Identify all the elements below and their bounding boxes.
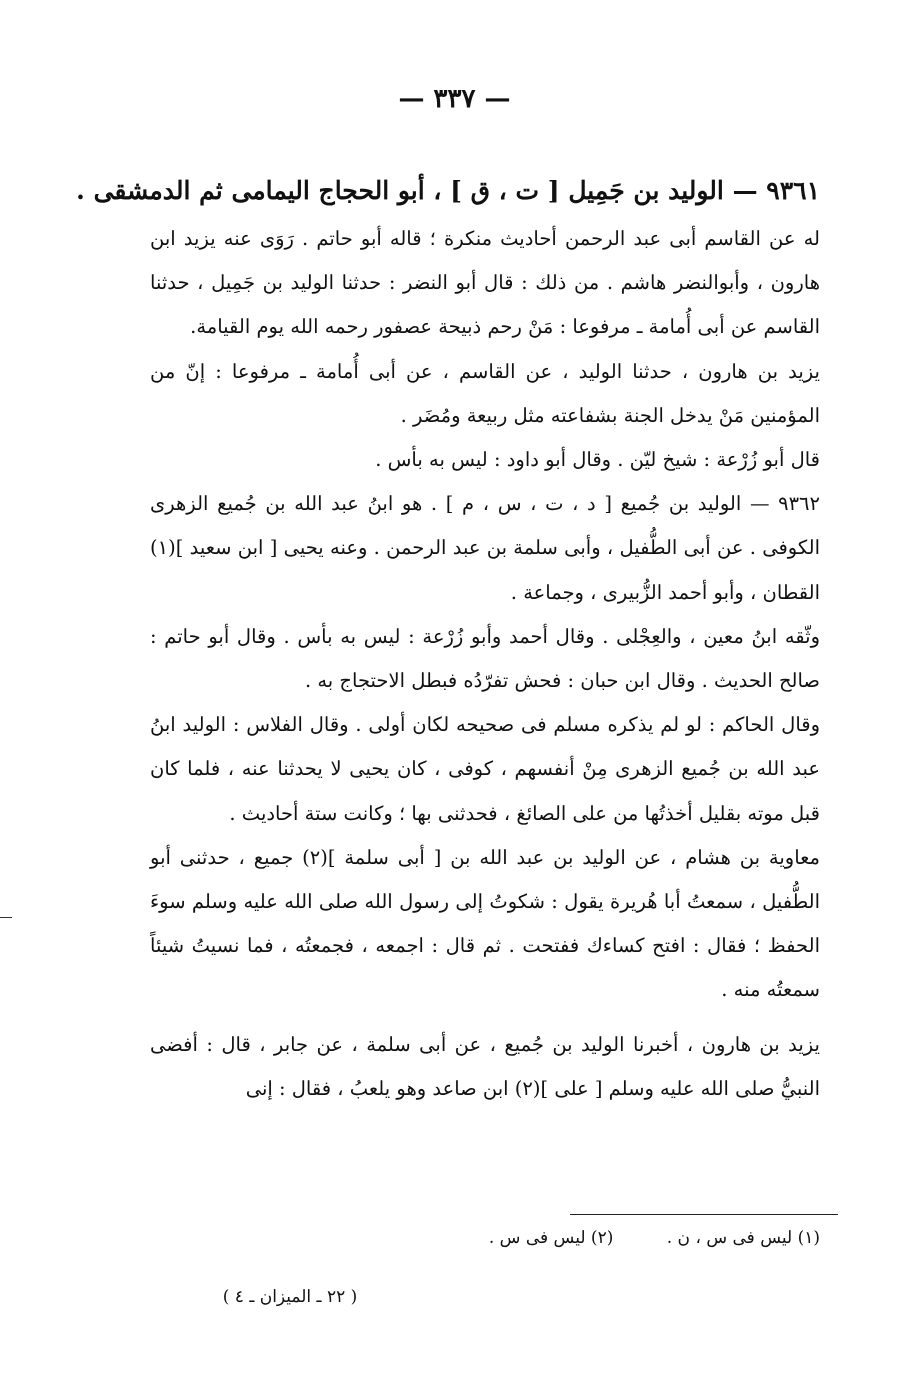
footnotes	[440, 1228, 820, 1248]
paragraph-6: وقال الحاكم : لو لم يذكره مسلم فى صحيحه لكان أولى . وقال الفلاس : الوليد ابنُ عبد الله بن جُميع الزهرى مِنْ أنفسهم ، كوفى ، كان يحيى لا يحدثنا عنه ، فلما كان قبل موته بقليل أخذتُها من على الصائغ ، فحدثنى بها ؛ وكانت ستة أحاديث .	[150, 713, 820, 825]
main-text	[76, 165, 820, 1111]
signature-mark: ( ٢٢ ـ الميزان ـ ٤ )	[222, 1287, 358, 1307]
paragraph-1: له عن القاسم أبى عبد الرحمن أحاديث منكرة ؛ قاله أبو حاتم . رَوَى عنه يزيد ابن هارون ، وأبوالنضر هاشم . من ذلك : قال أبو النضر : حدثنا الوليد بن جَمِيل ، حدثنا القاسم عن أبى أُمامة ـ مرفوعا : مَنْ رحم ذبيحة عصفور رحمه الله يوم القيامة.	[150, 227, 820, 339]
margin-mark	[0, 917, 12, 918]
paragraph-7: معاوية بن هشام ، عن الوليد بن عبد الله بن [ أبى سلمة ](٢) جميع ، حدثنى أبو الطُّفيل ، سمعتُ أبا هُريرة يقول : شكوتُ إلى رسول الله صلى الله عليه وسلم سوءَ الحفظ ؛ فقال : افتح كساءك ففتحت . ثم قال : اجمعه ، فجمعتُه ، فما نسيتُ شيئاً سمعتُه منه .	[150, 845, 820, 1002]
page-number: — ٣٣٧ —	[398, 84, 511, 114]
entry-title-9361: ٩٣٦١ — الوليد بن جَمِيل [ ت ، ق ] ، أبو الحجاج اليمامى ثم الدمشقى .	[76, 176, 820, 205]
paragraph-5: وثّقه ابنُ معين ، والعِجْلى . وقال أحمد وأبو زُرْعة : ليس به بأس . وقال أبو حاتم : صالح الحديث . وقال ابن حبان : فحش تفرّدُه فبطل الاحتجاج به .	[150, 624, 820, 693]
paragraph-8: يزيد بن هارون ، أخبرنا الوليد بن جُميع ، عن أبى سلمة ، عن جابر ، قال : أفضى النبيُّ صلى الله عليه وسلم [ على ](٢) ابن صاعد وهو يلعبُ ، فقال : إنى	[150, 1032, 820, 1100]
paragraph-2: يزيد بن هارون ، حدثنا الوليد ، عن القاسم ، عن أبى أُمامة ـ مرفوعا : إنّ من المؤمنين مَنْ يدخل الجنة بشفاعته مثل ربيعة ومُضَر .	[150, 359, 820, 427]
paragraph-3: قال أبو زُرْعة : شيخ ليّن . وقال أبو داود : ليس به بأس .	[375, 448, 820, 472]
footnote-2: (٢) ليس فى س .	[488, 1228, 614, 1248]
footnote-1: (١) ليس فى س ، ن .	[666, 1228, 820, 1248]
footnote-divider	[570, 1214, 838, 1215]
entry-9362: ٩٣٦٢ — الوليد بن جُميع [ د ، ت ، س ، م ] . هو ابنُ عبد الله بن جُميع الزهرى الكوفى . عن أبى الطُّفيل ، وأبى سلمة بن عبد الرحمن . وعنه يحيى [ ابن سعيد ](١) القطان ، وأبو أحمد الزُّبيرى ، وجماعة .	[150, 492, 820, 604]
